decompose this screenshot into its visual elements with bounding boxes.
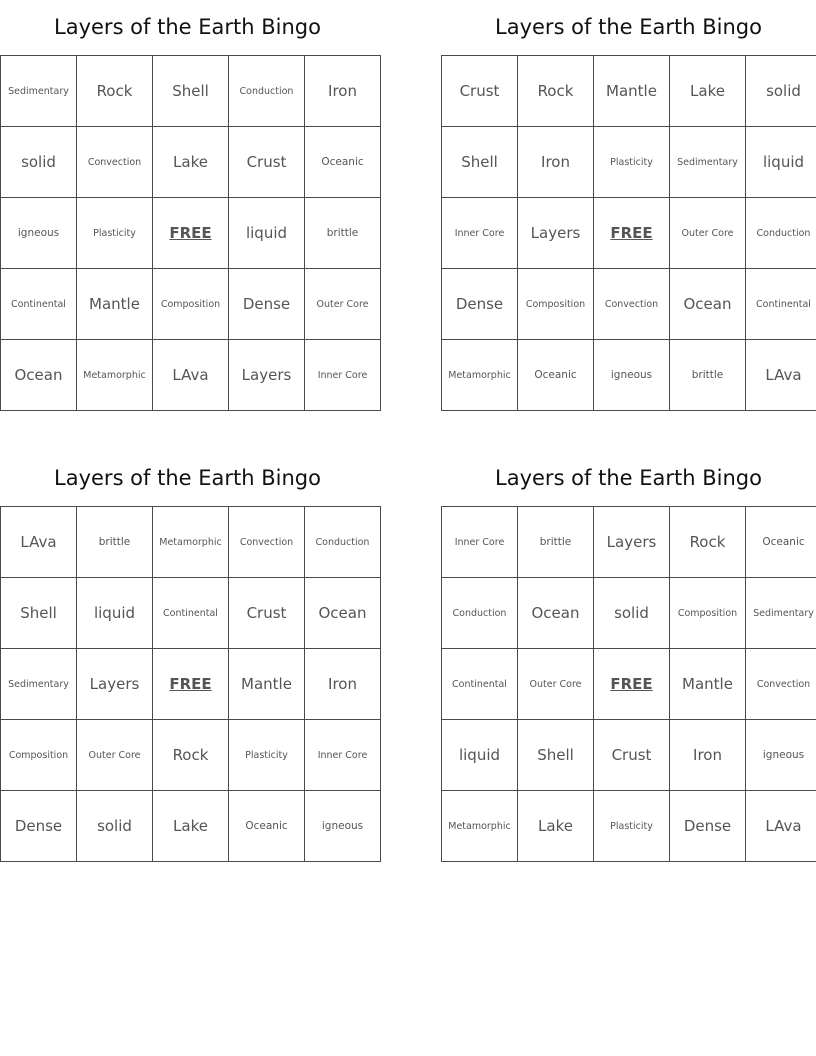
- grid-row: [442, 791, 816, 862]
- bingo-cell: Metamorphic: [153, 507, 229, 578]
- bingo-cell: Convection: [77, 127, 153, 198]
- card-title: Layers of the Earth Bingo: [495, 15, 762, 39]
- grid-row: [442, 720, 816, 791]
- bingo-cell: Rock: [77, 56, 153, 127]
- bingo-cell: solid: [1, 127, 77, 198]
- bingo-cell: Inner Core: [305, 720, 381, 791]
- bingo-cell: Iron: [305, 56, 381, 127]
- bingo-cell: solid: [594, 578, 670, 649]
- grid-row: [1, 649, 381, 720]
- bingo-cell: Lake: [153, 127, 229, 198]
- bingo-cell: brittle: [77, 507, 153, 578]
- bingo-cell: igneous: [594, 340, 670, 411]
- bingo-cell: LAva: [153, 340, 229, 411]
- bingo-cell: Oceanic: [229, 791, 305, 862]
- bingo-grid: [0, 506, 381, 862]
- bingo-cell: Lake: [670, 56, 746, 127]
- bingo-cell: Sedimentary: [1, 649, 77, 720]
- bingo-cell: Layers: [77, 649, 153, 720]
- bingo-cell: Composition: [670, 578, 746, 649]
- grid-row: [1, 720, 381, 791]
- bingo-cell: igneous: [746, 720, 816, 791]
- bingo-cell: Dense: [229, 269, 305, 340]
- bingo-cell: Convection: [746, 649, 816, 720]
- bingo-grid: [0, 55, 381, 411]
- bingo-cell: Metamorphic: [442, 791, 518, 862]
- bingo-cell: liquid: [746, 127, 816, 198]
- grid-row: [1, 791, 381, 862]
- grid-row: [442, 340, 816, 411]
- bingo-cell: Inner Core: [442, 198, 518, 269]
- grid-row: [442, 127, 816, 198]
- grid-row: [442, 198, 816, 269]
- bingo-cell: Mantle: [670, 649, 746, 720]
- bingo-cell: liquid: [77, 578, 153, 649]
- bingo-cell: Layers: [229, 340, 305, 411]
- grid-row: [442, 578, 816, 649]
- bingo-cell: LAva: [1, 507, 77, 578]
- grid-row: [442, 507, 816, 578]
- bingo-cell: Conduction: [229, 56, 305, 127]
- bingo-cell: Layers: [518, 198, 594, 269]
- bingo-cell: LAva: [746, 791, 816, 862]
- grid-row: [442, 269, 816, 340]
- bingo-cell: Continental: [746, 269, 816, 340]
- bingo-cell: Dense: [670, 791, 746, 862]
- grid-row: [1, 269, 381, 340]
- grid-row: [1, 507, 381, 578]
- bingo-cell: Conduction: [305, 507, 381, 578]
- bingo-cell: LAva: [746, 340, 816, 411]
- bingo-cell: Ocean: [670, 269, 746, 340]
- bingo-cell: Lake: [153, 791, 229, 862]
- bingo-cell: igneous: [305, 791, 381, 862]
- bingo-cell: Crust: [594, 720, 670, 791]
- bingo-cell: Iron: [670, 720, 746, 791]
- bingo-cell: igneous: [1, 198, 77, 269]
- bingo-cell: Rock: [153, 720, 229, 791]
- grid-row: [1, 578, 381, 649]
- bingo-cell: Sedimentary: [670, 127, 746, 198]
- bingo-cell: Composition: [1, 720, 77, 791]
- bingo-cell: Dense: [442, 269, 518, 340]
- bingo-cell: Lake: [518, 791, 594, 862]
- grid-row: [1, 198, 381, 269]
- bingo-cell: Outer Core: [77, 720, 153, 791]
- bingo-grid: [441, 55, 816, 411]
- bingo-cell: Plasticity: [77, 198, 153, 269]
- bingo-cell: Convection: [229, 507, 305, 578]
- bingo-cell: Rock: [518, 56, 594, 127]
- bingo-cell: solid: [746, 56, 816, 127]
- bingo-cell: Outer Core: [518, 649, 594, 720]
- bingo-cell: Sedimentary: [1, 56, 77, 127]
- card-title: Layers of the Earth Bingo: [54, 15, 321, 39]
- bingo-cell: liquid: [442, 720, 518, 791]
- bingo-cell: Ocean: [1, 340, 77, 411]
- bingo-cell: Iron: [305, 649, 381, 720]
- bingo-cell: Layers: [594, 507, 670, 578]
- grid-row: [442, 649, 816, 720]
- bingo-cell: Inner Core: [305, 340, 381, 411]
- grid-row: [1, 56, 381, 127]
- card-title: Layers of the Earth Bingo: [54, 466, 321, 490]
- bingo-cell: Oceanic: [746, 507, 816, 578]
- bingo-cell: Shell: [518, 720, 594, 791]
- card-title: Layers of the Earth Bingo: [495, 466, 762, 490]
- bingo-cell: liquid: [229, 198, 305, 269]
- bingo-cell: Plasticity: [594, 791, 670, 862]
- free-space-cell: FREE: [153, 198, 229, 269]
- bingo-cell: Mantle: [594, 56, 670, 127]
- bingo-cell: Oceanic: [518, 340, 594, 411]
- bingo-grid: [441, 506, 816, 862]
- bingo-cell: Shell: [1, 578, 77, 649]
- bingo-cell: Continental: [442, 649, 518, 720]
- bingo-cell: brittle: [305, 198, 381, 269]
- bingo-cell: solid: [77, 791, 153, 862]
- bingo-cell: Inner Core: [442, 507, 518, 578]
- free-space-cell: FREE: [594, 198, 670, 269]
- bingo-cell: Sedimentary: [746, 578, 816, 649]
- bingo-cell: Conduction: [442, 578, 518, 649]
- bingo-cell: Crust: [229, 127, 305, 198]
- bingo-cell: brittle: [518, 507, 594, 578]
- bingo-cell: Composition: [518, 269, 594, 340]
- bingo-cell: Composition: [153, 269, 229, 340]
- free-space-cell: FREE: [153, 649, 229, 720]
- grid-row: [442, 56, 816, 127]
- bingo-cell: Shell: [153, 56, 229, 127]
- bingo-cell: Iron: [518, 127, 594, 198]
- bingo-cell: Dense: [1, 791, 77, 862]
- bingo-cell: Continental: [153, 578, 229, 649]
- bingo-cell: Rock: [670, 507, 746, 578]
- grid-row: [1, 127, 381, 198]
- bingo-cell: Conduction: [746, 198, 816, 269]
- bingo-cell: Plasticity: [594, 127, 670, 198]
- grid-row: [1, 340, 381, 411]
- bingo-cell: Convection: [594, 269, 670, 340]
- bingo-cell: Crust: [442, 56, 518, 127]
- bingo-cell: Mantle: [77, 269, 153, 340]
- bingo-cell: brittle: [670, 340, 746, 411]
- bingo-cell: Outer Core: [670, 198, 746, 269]
- bingo-cell: Shell: [442, 127, 518, 198]
- bingo-cell: Ocean: [305, 578, 381, 649]
- bingo-cell: Crust: [229, 578, 305, 649]
- bingo-cell: Plasticity: [229, 720, 305, 791]
- bingo-cell: Metamorphic: [77, 340, 153, 411]
- bingo-cell: Metamorphic: [442, 340, 518, 411]
- free-space-cell: FREE: [594, 649, 670, 720]
- bingo-cell: Mantle: [229, 649, 305, 720]
- bingo-cell: Outer Core: [305, 269, 381, 340]
- bingo-cell: Ocean: [518, 578, 594, 649]
- bingo-cell: Oceanic: [305, 127, 381, 198]
- bingo-cell: Continental: [1, 269, 77, 340]
